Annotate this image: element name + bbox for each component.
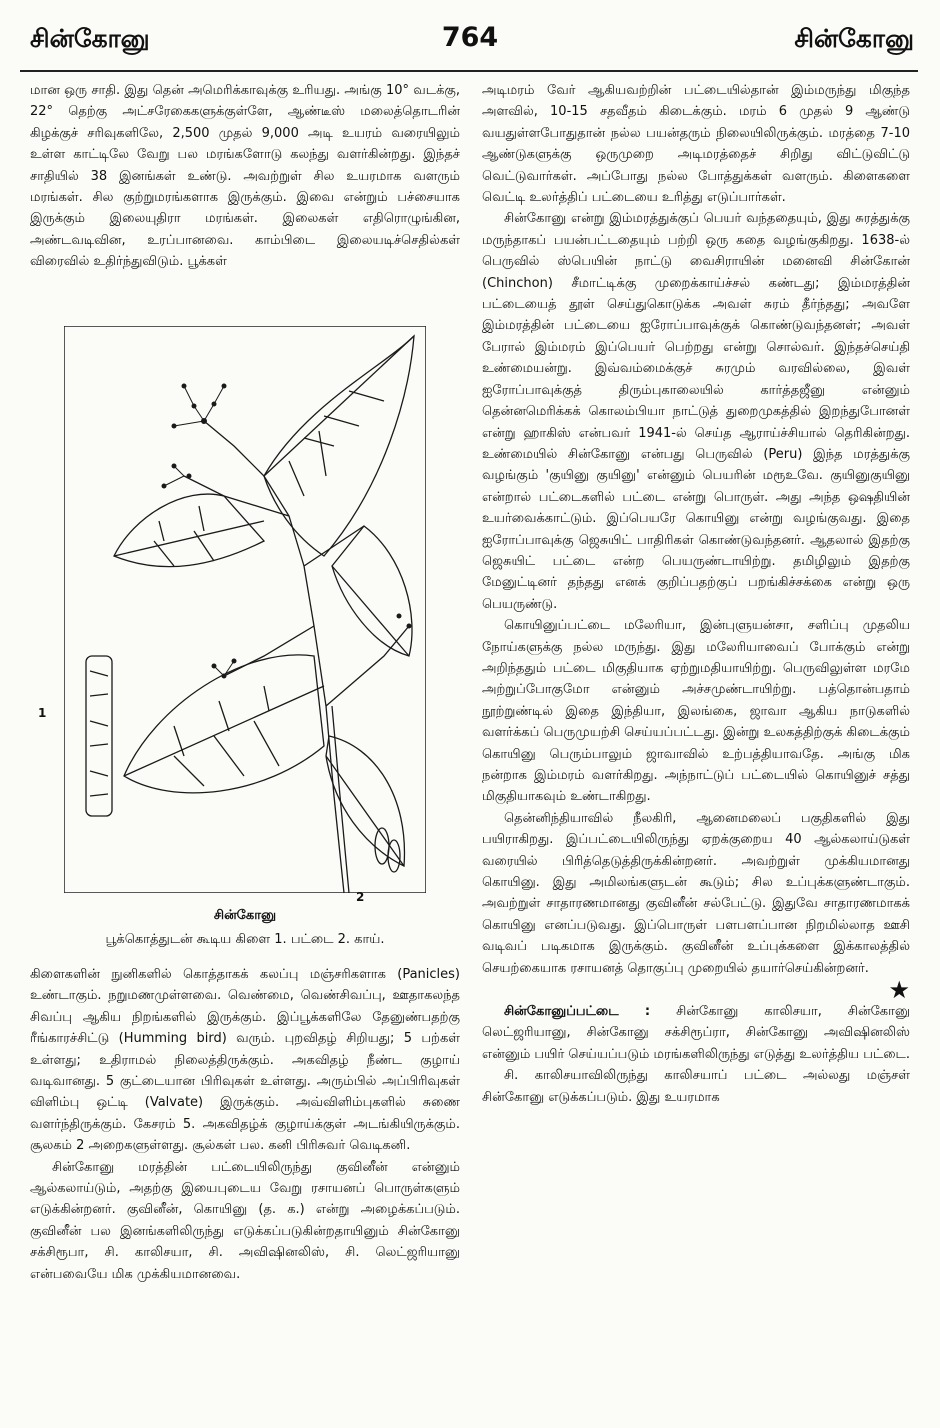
entry-end-star <box>482 976 910 1005</box>
paragraph: மான ஒரு சாதி. இது தென் அமெரிக்காவுக்கு உரியது. அங்கு 10° வடக்கு, 22° தெற்கு அட்சரேகைகளுக்குள்ளே, ஆண்டீஸ் மலைத்தொடரின் கிழக்குச் சரிவுகளிலே, 2,500 முதல் 9,000 அடி உயரம் வரையிலும் உள்ள காட்டிலே வேறு பல மரங்களோடு கலந்து வளர்கின்றது. இந்தச் சாதியில் 38 இனங்கள் உண்டு. அவற்றுள் சில உயரமாக வளரும் மரங்கள். சில குற்றுமரங்களாக இருக்கும். இவை என்றும் பச்சையாக இருக்கும் இலையுதிரா மரங்கள். இலைகள் எதிரொழுங்கின, அண்டவடிவின, உரப்பானவை. காம்பிடை இலையடிச்செதில்கள் விரைவில் உதிர்ந்துவிடும். பூக்கள் <box>30 83 460 270</box>
figure-label-1: 1 <box>38 706 47 720</box>
entry-headword: சின்கோனுப்பட்டை : <box>504 1004 651 1020</box>
figure-label-2: 2 <box>356 890 365 904</box>
entry-paragraph <box>482 1001 910 1065</box>
paragraph: சின்கோனு மரத்தின் பட்டையிலிருந்து குவினீன் என்னும் ஆல்கலாய்டும், அதற்கு இயைபுடைய வேறு ரசாயனப் பொருள்களும் எடுக்கின்றனர். குவினீன், கொயினு (த. க.) என்று அழைக்கப்படும். குவினீன் பல இனங்களிலிருந்து எடுக்கப்படுகின்றதாயினும் சின்கோனு சக்சிரூபா, சி. காலிசயா, சி. அவிஷினலிஸ், சி. லெட்ஜரியானு என்பவையே மிக முக்கியமானவை. <box>30 1159 460 1282</box>
figure-caption: பூக்கொத்துடன் கூடிய கிளை 1. பட்டை 2. காய். <box>105 932 385 947</box>
paragraph: கிளைகளின் நுனிகளில் கொத்தாகக் கலப்பு மஞ்சரிகளாக (Panicles) உண்டாகும். நறுமணமுள்ளவை. வெண்மை, வெண்சிவப்பு, ஊதாகலந்த சிவப்பு ஆகிய நிறங்களில் இருக்கும். இப்பூக்களிலே தேனுண்பதற்கு ரீங்காரச்சிட்டு (Humming bird) வரும். புறவிதழ் சிறியது; 5 பற்கள் உள்ளது; உதிராமல் நிலைத்திருக்கும். அகவிதழ் நீண்ட குழாய் வடிவானது. 5 குட்டையான பிரிவுகள் உள்ளது. அரும்பில் அப்பிரிவுகள் விளிம்பு ஒட்டி (Valvate) இருக்கும். அவ்விளிம்புகளில் சுணை வளர்ந்திருக்கும். கேசரம் 5. அகவிதழ்க் குழாய்க்குள் அடங்கியிருக்கும். சூலகம் 2 அறைகளுள்ளது. சூல்கள் பல. கனி பிரிசுவர் வெடிகனி. <box>30 967 460 1154</box>
paragraph: அடிமரம் வேர் ஆகியவற்றின் பட்டையில்தான் இம்மருந்து மிகுந்த அளவில், 10-15 சதவீதம் கிடைக்கும். மரம் 6 முதல் 9 ஆண்டு வயதுள்ளபோதுதான் நல்ல பயன்தரும் நிலையிலிருக்கும். மரத்தை 7-10 ஆண்டுகளுக்கு ஒருமுறை அடிமரத்தைச் சிறிது விட்டுவிட்டு வெட்டுவார்கள். அப்போது நல்ல போத்துக்கள் வளரும். கிளைகளை வெட்டி உலர்த்திப் பட்டையை உரித்து எடுப்பார்கள். <box>482 83 910 206</box>
header-rule <box>20 70 918 72</box>
page-header <box>0 24 940 64</box>
header-left-title: சின்கோனு <box>30 24 150 53</box>
entry-text: சின்கோனு காலிசயா, சின்கோனு லெட்ஜரியானு, சின்கோனு சக்சிரூப்ரா, சின்கோனு அவிஷினலிஸ் என்னும் பயிர் செய்யப்படும் மரங்களிலிருந்து எடுத்து உலர்த்திய பட்டை. <box>482 1004 911 1062</box>
right-column <box>482 80 910 1108</box>
left-column-top <box>30 80 460 273</box>
paragraph: கொயினுப்பட்டை மலேரியா, இன்புளுயன்சா, சளிப்பு முதலிய நோய்களுக்கு நல்ல மருந்து. இது மலேரியாவைப் போக்கும் என்று அறிந்ததும் பட்டை மிகுதியாக ஏற்றுமதியாயிற்று. பெருவிலுள்ள மரமே அற்றுப்போகுமோ என்னும் அச்சமுண்டாயிற்று. பத்தொன்பதாம் நூற்றுண்டில் இதை இந்தியா, இலங்கை, ஜாவா ஆகிய நாடுகளில் வளர்க்கப் பெருமுயற்சி செய்யப்பட்டது. இன்று உலகத்திற்குக் கிடைக்கும் கொயினு பெரும்பாலும் ஜாவாவில் உற்பத்தியாவதே. அங்கு மிக நன்றாக இம்மரம் வளர்கிறது. அந்நாட்டுப் பட்டையில் கொயினுச் சத்து மிகுதியாகவும் உண்டாகிறது. <box>482 618 910 805</box>
page-number: 764 <box>441 22 499 53</box>
cinchona-illustration <box>64 326 426 893</box>
figure-title: சின்கோனு <box>213 908 277 923</box>
star-icon: ★ <box>888 976 910 1005</box>
left-column-bottom <box>30 964 460 1285</box>
paragraph: சி. காலிசயாவிலிருந்து காலிசயாப் பட்டை அல்லது மஞ்சள் சின்கோனு எடுக்கப்படும். இது உயரமாக <box>482 1068 910 1105</box>
paragraph: சின்கோனு என்று இம்மரத்துக்குப் பெயர் வந்ததையும், இது சுரத்துக்கு மருந்தாகப் பயன்பட்டதையும் பற்றி ஒரு கதை வழங்குகிறது. 1638-ல் பெருவில் ஸ்பெயின் நாட்டு வைசிராயின் மனைவி சின்கோன் (Chinchon) சீமாட்டிக்கு முறைக்காய்ச்சல் கண்டது; இம்மரத்தின் பட்டையைத் தூள் செய்துகொடுக்க அவள் சுரம் தீர்ந்தது; அவளே இம்மரத்தின் பட்டையை ஐரோப்பாவுக்குக் கொண்டுவந்தனள்; அவள் பேரால் இம்மரம் இப்பெயர் பெற்றது என்று சொல்வர். இந்தச்செய்தி உண்மையன்று. இவ்வம்மைக்குச் சுரமும் வரவில்லை, இவள் ஐரோப்பாவுக்குத் திரும்புகாலையில் கார்த்தஜீனு என்னும் தென்னமெரிக்கக் கொலம்பியா நாட்டுத் துறைமுகத்தில் இறந்துபோனள் என்று ஹாகிஸ் என்பவர் 1941-ல் செய்த ஆராய்ச்சியால் தெரிகின்றது. உண்மையில் சின்கோனு என்பது பெருவில் (Peru) இந்த மரத்துக்கு வழங்கும் 'குயினு குயினு' என்னும் பெயரின் மரூஉவே. குயினுகுயினு என்றால் பட்டைகளில் பட்டை என்று பொருள். அது அந்த ஒஷதியின் உயர்வைக்காட்டும். இப்பெயரே கொயினு என்று வழங்குவது. இதை ஐரோப்பாவுக்கு ஜெசுயிட் பாதிரிகள் கொண்டுவந்தனர். ஆதலால் இதற்கு ஜெசுயிட் பட்டை என்ற பெயருண்டாயிற்று. தமிழிலும் இதற்கு மேனுட்டினர் தந்தது எனக் குறிப்பதற்குப் பறங்கிச்சக்கை என்று ஒரு பெயருண்டு. <box>482 211 910 612</box>
header-right-title: சின்கோனு <box>794 24 914 53</box>
paragraph: தென்னிந்தியாவில் நீலகிரி, ஆனைமலைப் பகுதிகளில் இது பயிராகிறது. இப்பட்டையிலிருந்து ஏறக்குறைய 40 ஆல்கலாய்டுகள் வரையில் பிரித்தெடுத்திருக்கின்றனர். அவற்றுள் முக்கியமானது கொயினு. இது அமிலங்களுடன் கூடும்; சில உப்புக்களுண்டாகும். அவற்றுள் சாதாரணமானது குவினீன் சல்பேட்டு. இதுவே சாதாரணமாகக் கொயினு எனப்படுவது. இப்பொருள் பளபளப்பான நிறமில்லாத ஊசி வடிவப் படிகமாக இருக்கும். குவினீன் உப்புக்களை இக்காலத்தில் செயற்கையாக ரசாயனத் தொகுப்பு முறையில் தயார்செய்கின்றனர். <box>482 810 910 976</box>
